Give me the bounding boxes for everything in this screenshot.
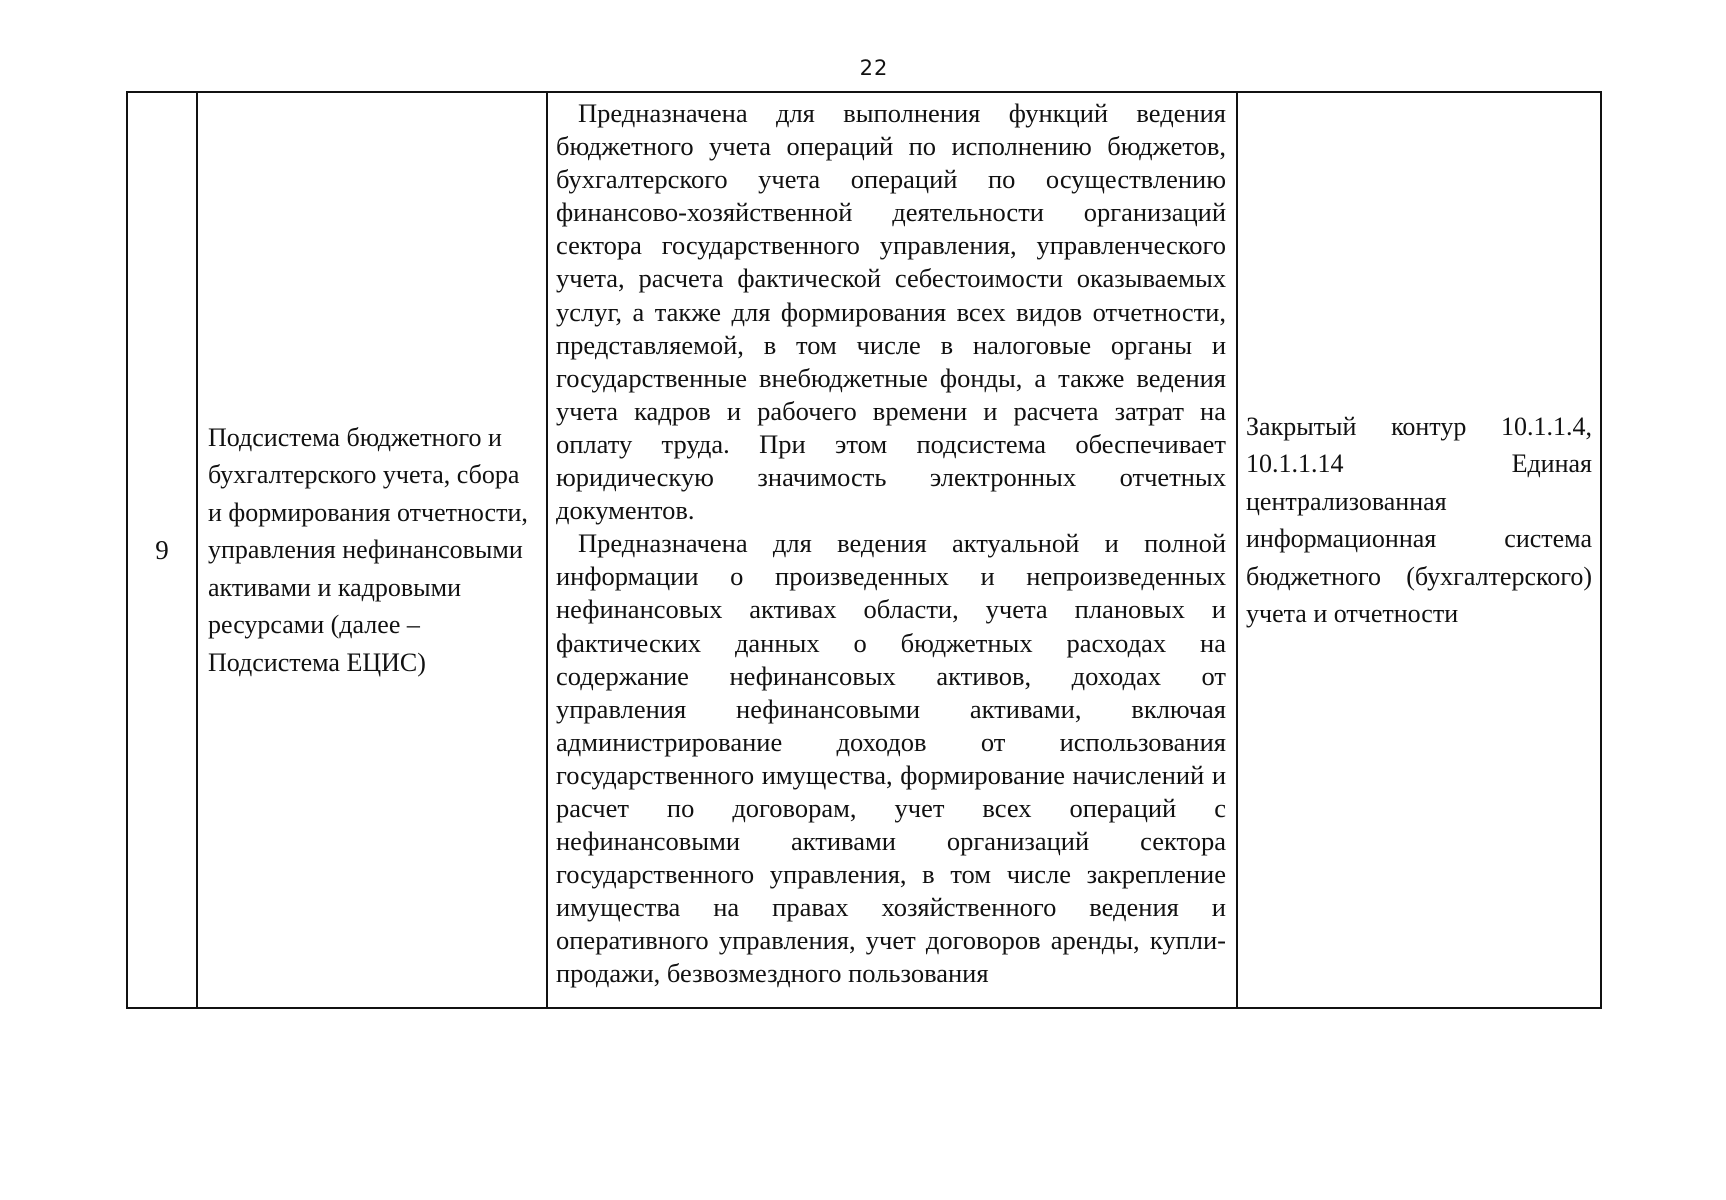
subsystem-name-cell (197, 92, 547, 1008)
row-number-cell (127, 92, 197, 1008)
row-number: 9 (155, 534, 169, 565)
description-paragraph: Предназначена для выполнения функций ведения бюджетного учета операций по исполнению бюджетов, бухгалтерского учета операций по осуществлению финансово-хозяйственной деятельности организаций сектора государственного управления, управленческого учета, расчета фактической себестоимости оказываемых услуг, а также для формирования всех видов отчетности, представляемой, в том числе в налоговые органы и государственные внебюджетные фонды, а также ведения учета кадров и рабочего времени и расчета затрат на оплату труда. При этом подсистема обеспечивает юридическую значимость электронных отчетных документов. (556, 98, 1226, 526)
table-row (127, 92, 1601, 1008)
description-cell (547, 92, 1237, 1008)
basis-text: Закрытый контур 10.1.1.4, 10.1.1.14 Единая централизованная информационная система бюджетного (бухгалтерского) учета и отчетности (1246, 411, 1592, 628)
basis-cell (1237, 92, 1601, 1008)
systems-table (126, 91, 1602, 1009)
page-number: 22 (859, 56, 889, 80)
description-paragraph: Предназначена для ведения актуальной и полной информации о произведенных и непроизведенных нефинансовых активах области, учета плановых и фактических данных о бюджетных расходах на содержание нефинансовых активов, доходах от управления нефинансовыми активами, включая администрирование доходов от использования государственного имущества, формирование начислений и расчет по договорам, учет всех операций с нефинансовыми активами организаций сектора государственного управления, в том числе закрепление имущества на правах хозяйственного ведения и оперативного управления, учет договоров аренды, купли-продажи, безвозмездного пользования (556, 528, 1226, 989)
subsystem-name: Подсистема бюджетного и бухгалтерского учета, сбора и формирования отчетности, управления нефинансовыми активами и кадровыми ресурсами (далее – Подсистема ЕЦИС) (208, 422, 528, 677)
